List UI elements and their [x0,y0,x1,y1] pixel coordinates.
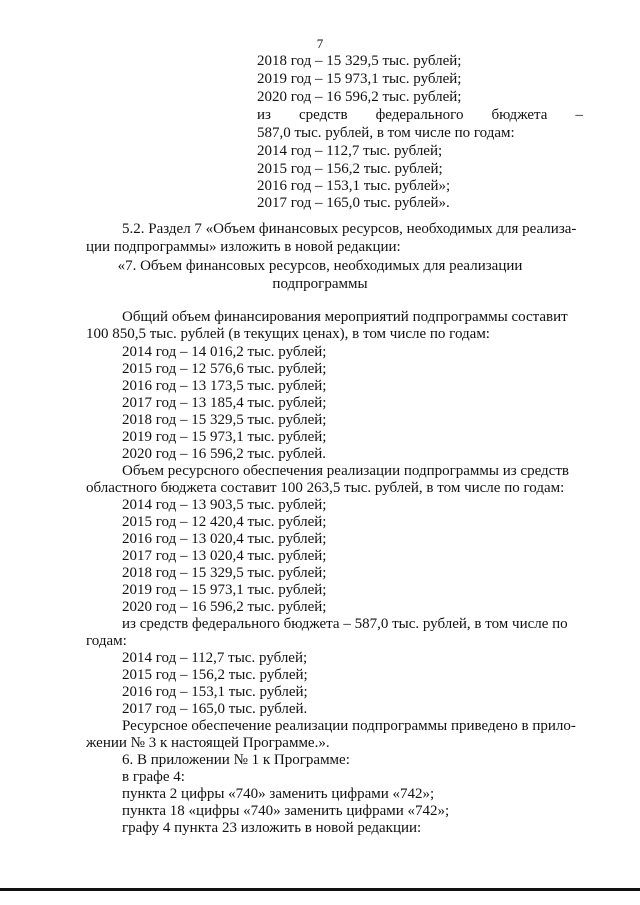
paragraph-first-line: 5.2. Раздел 7 «Объем финансовых ресурсов, необходимых для реализа- [122,221,577,237]
year-line: 2020 год – 16 596,2 тыс. рублей; [122,599,327,615]
text-line: годам: [86,633,127,649]
paragraph-first-line: Ресурсное обеспечение реализации подпрограммы приведено в прило- [122,718,576,734]
year-line: 2014 год – 112,7 тыс. рублей; [122,650,308,666]
year-line: 2015 год – 156,2 тыс. рублей; [122,667,308,683]
paragraph-first-line: из средств федерального бюджета – 587,0 тыс. рублей, в том числе по [122,616,568,632]
year-line: 2018 год – 15 329,5 тыс. рублей; [122,412,327,428]
text-line: 2015 год – 156,2 тыс. рублей; [257,161,443,177]
year-line: 2016 год – 13 020,4 тыс. рублей; [122,531,327,547]
year-line: 2015 год – 12 576,6 тыс. рублей; [122,361,327,377]
word: средств [298,107,348,123]
year-line: 2020 год – 16 596,2 тыс. рублей. [122,446,327,462]
year-line: 2014 год – 14 016,2 тыс. рублей; [122,344,327,360]
year-line: 2016 год – 153,1 тыс. рублей; [122,684,308,700]
paragraph-first-line: Общий объем финансирования мероприятий подпрограммы составит [122,309,568,325]
year-line: 2017 год – 13 020,4 тыс. рублей; [122,548,327,564]
paragraph-first-line: 6. В приложении № 1 к Программе: [122,752,350,768]
paragraph-first-line: Объем ресурсного обеспечения реализации подпрограммы из средств [122,463,569,479]
word: из [257,107,271,123]
year-line: 2017 год – 13 185,4 тыс. рублей; [122,395,327,411]
text-line: 2016 год – 153,1 тыс. рублей»; [257,178,451,194]
year-line: 2016 год – 13 173,5 тыс. рублей; [122,378,327,394]
text-line: 100 850,5 тыс. рублей (в текущих ценах), в том числе по годам: [86,326,490,342]
year-line: 2019 год – 15 973,1 тыс. рублей; [122,429,327,445]
text-line: 2019 год – 15 973,1 тыс. рублей; [257,71,462,87]
year-line: 2014 год – 13 903,5 тыс. рублей; [122,497,327,513]
section-heading: «7. Объем финансовых ресурсов, необходимых для реализации [117,258,523,274]
justified-line-federal [257,107,583,124]
text-line: пункта 18 «цифры «740» заменить цифрами «742»; [122,803,450,819]
word: – [575,107,583,123]
text-line: графу 4 пункта 23 изложить в новой редакции: [122,820,422,836]
word: федерального [375,107,464,123]
text-line: в графе 4: [122,769,185,785]
text-line: жении № 3 к настоящей Программе.». [86,735,330,751]
text-line: 2020 год – 16 596,2 тыс. рублей; [257,89,462,105]
section-heading-cont: подпрограммы [272,276,368,292]
year-line: 2018 год – 15 329,5 тыс. рублей; [122,565,327,581]
text-line: 2014 год – 112,7 тыс. рублей; [257,143,443,159]
text-line: 2018 год – 15 329,5 тыс. рублей; [257,53,462,69]
bottom-rule [0,888,640,891]
text-line: 2017 год – 165,0 тыс. рублей». [257,195,450,211]
year-line: 2015 год – 12 420,4 тыс. рублей; [122,514,327,530]
text-line: ции подпрограммы» изложить в новой редакции: [86,239,401,255]
word: бюджета [491,107,548,123]
text-line: областного бюджета составит 100 263,5 тыс. рублей, в том числе по годам: [86,480,565,496]
year-line: 2017 год – 165,0 тыс. рублей. [122,701,308,717]
page-number: 7 [316,36,324,51]
text-line: 587,0 тыс. рублей, в том числе по годам: [257,125,515,141]
year-line: 2019 год – 15 973,1 тыс. рублей; [122,582,327,598]
text-line: пункта 2 цифры «740» заменить цифрами «742»; [122,786,435,802]
